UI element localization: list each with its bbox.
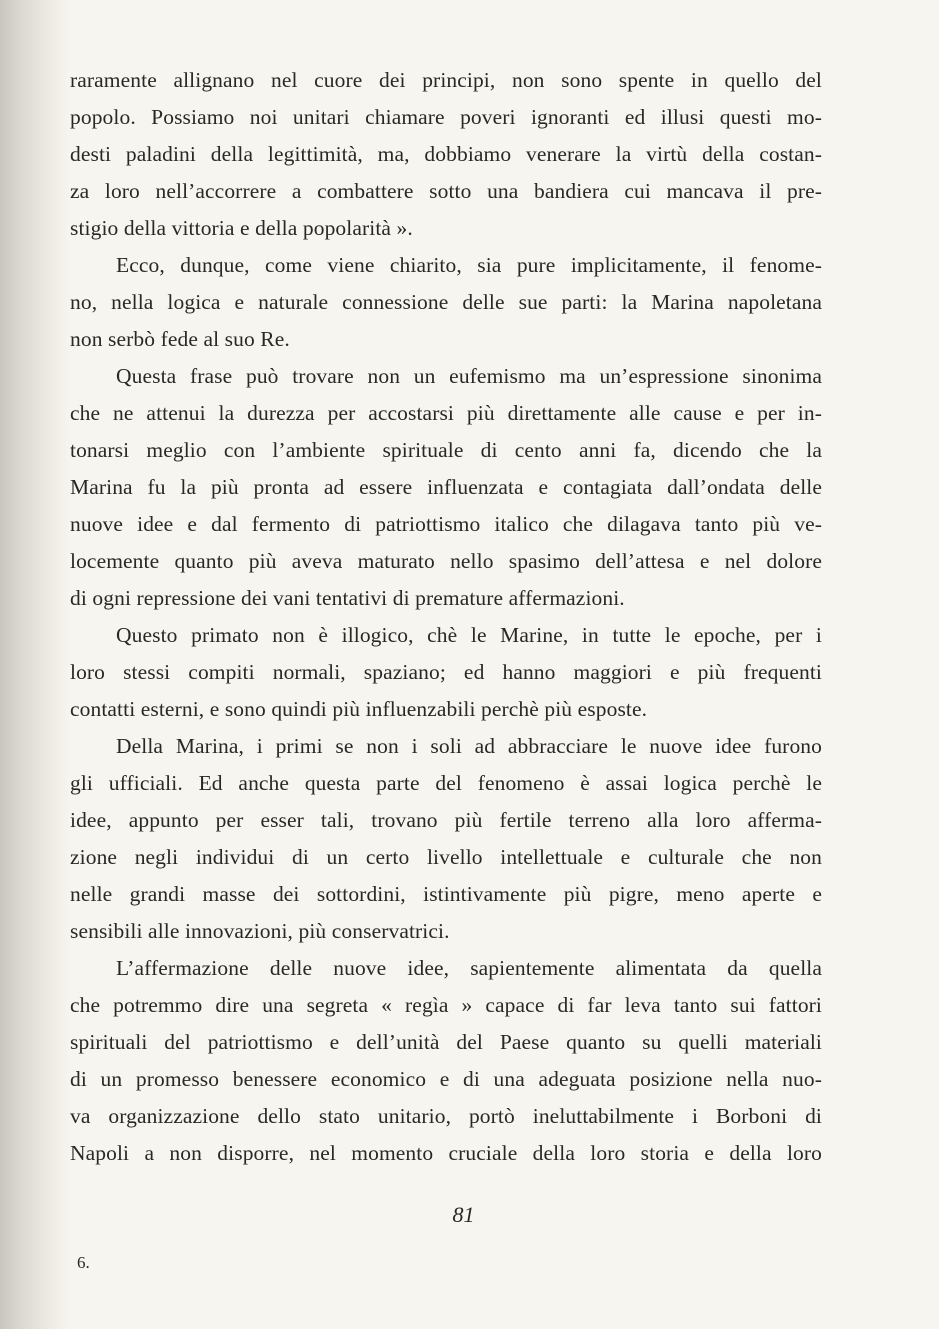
paragraph <box>70 617 822 728</box>
text-line: tonarsi meglio con l’ambiente spirituale di cento anni fa, dicendo che la <box>70 438 822 462</box>
text-line: non serbò fede al suo Re. <box>70 327 290 351</box>
text-line: L’affermazione delle nuove idee, sapientemente alimentata da quella <box>116 956 822 980</box>
text-line: locemente quanto più aveva maturato nello spasimo dell’attesa e nel dolore <box>70 549 822 573</box>
paragraph <box>70 247 822 358</box>
text-line: Questa frase può trovare non un eufemismo ma un’espressione sinonima <box>116 364 822 388</box>
text-line: idee, appunto per esser tali, trovano più fertile terreno alla loro afferma- <box>70 808 822 832</box>
text-line: Della Marina, i primi se non i soli ad abbracciare le nuove idee furono <box>116 734 822 758</box>
text-line: raramente allignano nel cuore dei principi, non sono spente in quello del <box>70 68 822 92</box>
text-line: di ogni repressione dei vani tentativi di premature affermazioni. <box>70 586 625 610</box>
text-line: zione negli individui di un certo livello intellettuale e culturale che non <box>70 845 822 869</box>
signature-mark: 6. <box>77 1253 90 1272</box>
text-line: stigio della vittoria e della popolarità ». <box>70 216 413 240</box>
text-line: nuove idee e dal fermento di patriottismo italico che dilagava tanto più ve- <box>70 512 822 536</box>
text-line: popolo. Possiamo noi unitari chiamare poveri ignoranti ed illusi questi mo- <box>70 105 822 129</box>
paragraph <box>70 728 822 950</box>
text-line: contatti esterni, e sono quindi più influenzabili perchè più esposte. <box>70 697 648 721</box>
text-line: Marina fu la più pronta ad essere influenzata e contagiata dall’ondata delle <box>70 475 822 499</box>
body-text <box>70 62 822 1172</box>
text-line: za loro nell’accorrere a combattere sotto una bandiera cui mancava il pre- <box>70 179 822 203</box>
text-line: Ecco, dunque, come viene chiarito, sia pure implicitamente, il fenome- <box>116 253 822 277</box>
paragraph <box>70 950 822 1172</box>
text-line: Napoli a non disporre, nel momento cruciale della loro storia e della loro <box>70 1141 822 1165</box>
text-line: sensibili alle innovazioni, più conservatrici. <box>70 919 450 943</box>
page-number: 81 <box>452 1202 475 1227</box>
paragraph <box>70 62 822 247</box>
text-line: Questo primato non è illogico, chè le Marine, in tutte le epoche, per i <box>116 623 822 647</box>
paragraph <box>70 358 822 617</box>
text-line: nelle grandi masse dei sottordini, istintivamente più pigre, meno aperte e <box>70 882 822 906</box>
text-line: no, nella logica e naturale connessione delle sue parti: la Marina napoletana <box>70 290 822 314</box>
text-line: che ne attenui la durezza per accostarsi più direttamente alle cause e per in- <box>70 401 822 425</box>
text-line: di un promesso benessere economico e di una adeguata posizione nella nuo- <box>70 1067 822 1091</box>
text-line: va organizzazione dello stato unitario, portò ineluttabilmente i Borboni di <box>70 1104 822 1128</box>
text-line: loro stessi compiti normali, spaziano; ed hanno maggiori e più frequenti <box>70 660 822 684</box>
text-line: gli ufficiali. Ed anche questa parte del fenomeno è assai logica perchè le <box>70 771 822 795</box>
text-line: spirituali del patriottismo e dell’unità del Paese quanto su quelli materiali <box>70 1030 822 1054</box>
binding-shadow <box>0 0 70 1329</box>
text-line: che potremmo dire una segreta « regìa » capace di far leva tanto sui fattori <box>70 993 822 1017</box>
text-line: desti paladini della legittimità, ma, dobbiamo venerare la virtù della costan- <box>70 142 822 166</box>
